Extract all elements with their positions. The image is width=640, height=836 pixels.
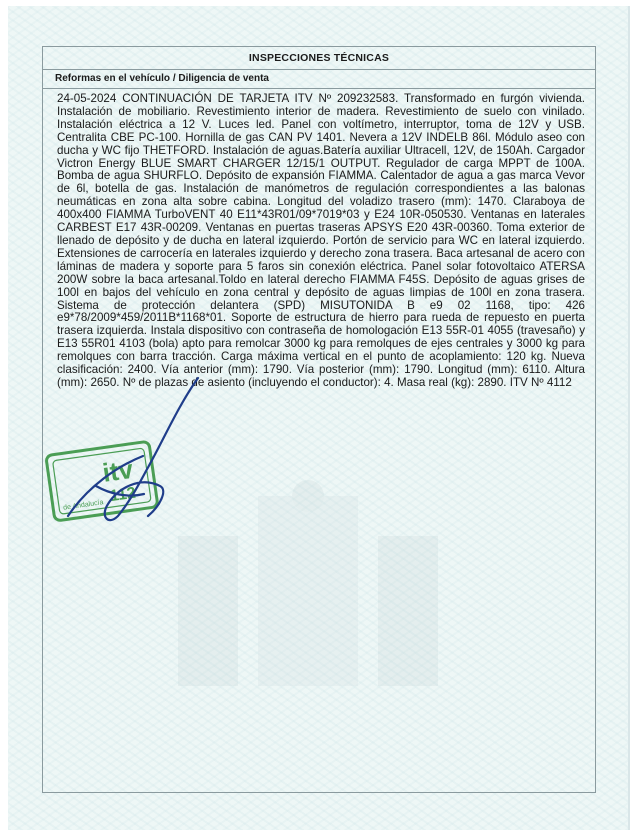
form-title: INSPECCIONES TÉCNICAS xyxy=(43,47,595,70)
handwritten-signature xyxy=(48,366,218,536)
document-sheet xyxy=(8,6,630,830)
stamp-text-main: itv xyxy=(100,453,135,488)
inspection-text: 24-05-2024 CONTINUACIÓN DE TARJETA ITV Nº 209232583. Transformado en furgón vivienda. Instalación de mobiliario. Revestimiento interior de madera. Revestimiento de suelo con vinilado. Instalación eléctrica a 12 V. Luces led. Panel con voltímetro, interruptor, toma de 12V y USB. Centralita CBE PC-100. Hornilla de gas CAN PV 1401. Nevera a 12V INDELB 86l. Módulo aseo con ducha y WC fijo THETFORD. Instalación de aguas.Batería auxiliar Ultracell, 12V, de 150Ah. Cargador Victron Energy BLUE SMART CHARGER 12/15/1 OUTPUT. Regulador de carga MPPT de 100A. Bomba de agua SHURFLO. Depósito de expansión FIAMMA. Calentador de agua a gas marca Vevor de 6l, botella de gas. Instalación de manómetros de regulación correspondientes a las balonas neumáticas en zona alta sobre cabina. Longitud del voladizo trasero (mm): 1470. Claraboya de 400x400 FIAMMA TurboVENT 40 E11*43R01/09*7019*03 y E24 10R-050530. Ventanas en laterales CARBEST E17 43R-00209. Ventanas en puertas traseras APSYS E20 43R-00360. Toma exterior de llenado de depósito y de ducha en lateral izquierdo. Portón de servicio para WC en lateral izquierdo. Extensiones de carrocería en laterales izquierdo y derecho zona trasera. Baca artesanal de acero con láminas de madera y soporte para 5 faros sin conexión eléctrica. Panel solar fotovoltaico ATERSA 200W sobre la baca artesanal.Toldo en lateral derecho FIAMMA F45S. Depósito de aguas grises de 100l en bajos del vehículo en zona central y depósito de aguas limpias de 100l en zona trasera. Sistema de protección delantera (SPD) MISUTONIDA B e9 02 1168, tipo: 426 e9*78/2009*459/2011B*1168*01. Soporte de estructura de hierro para rueda de repuesto en puerta trasera izquierda. Instala dispositivo con contraseña de homologación E13 55R-01 4055 (travesaño) y E13 55R01 4103 (bola) apto para remolcar 3000 kg para remolques de ejes centrales y 3000 kg para remolques con barra tracción. Carga máxima vertical en el punto de acoplamiento: 120 kg. Nueva clasificación: 2400. Vía anterior (mm): 1790. Vía posterior (mm): 1790. Longitud (mm): 6110. Altura (mm): 2650. Nº de plazas de asiento (incluyendo el conductor): 4. Masa real (kg): 2890. ITV Nº 4112 xyxy=(57,92,585,389)
stamp-text-number: 112 xyxy=(108,484,137,506)
stamp-text-region: de Andalucía xyxy=(62,499,104,512)
section-label: Reformas en el vehículo / Diligencia de venta xyxy=(43,70,595,89)
